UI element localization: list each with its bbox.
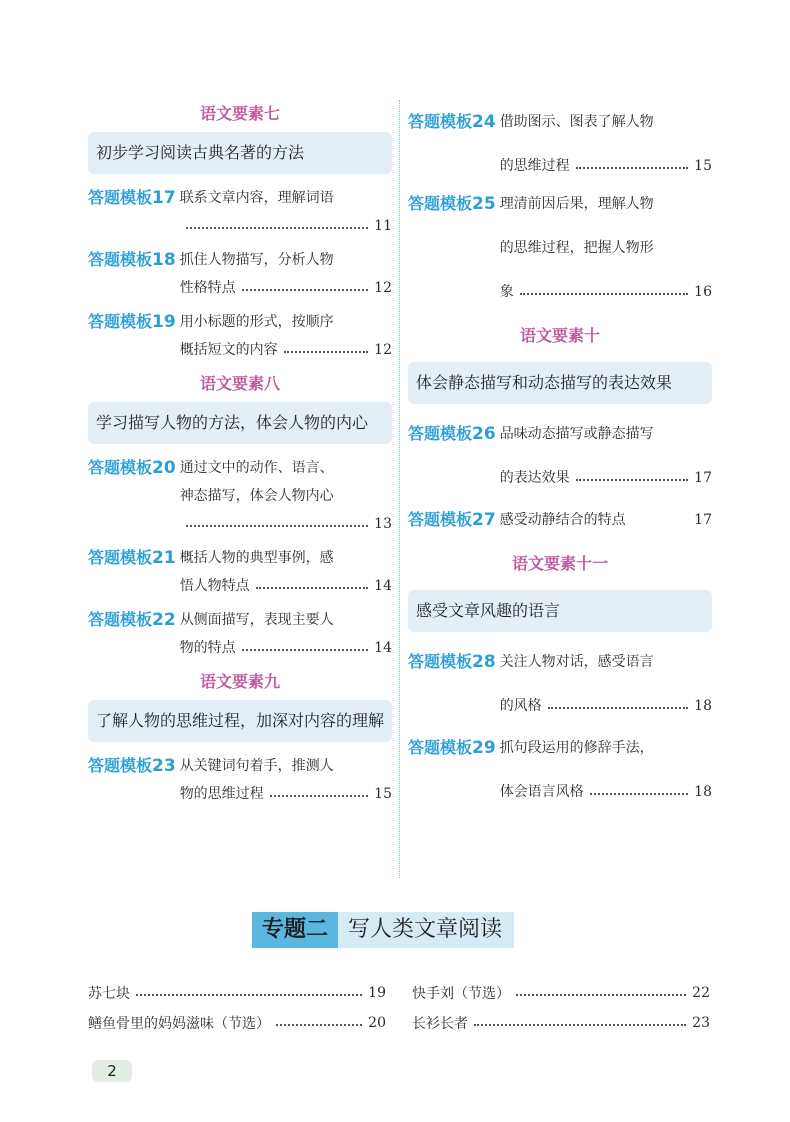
topic-box: 感受文章风趣的语言: [408, 590, 712, 632]
template-tag: 答题模板17: [88, 188, 176, 208]
template-tag: 答题模板29: [408, 738, 496, 758]
leader-dots: [548, 707, 688, 709]
entry-text: 抓句段运用的修辞手法，: [499, 740, 654, 756]
article-title: 长衫长者: [412, 1016, 468, 1032]
article-entry[interactable]: [412, 978, 710, 1008]
leader-dots: [576, 479, 688, 481]
entry-text: 象: [499, 284, 514, 300]
section-title: 语文要素十一: [511, 554, 608, 573]
left-column: [88, 100, 392, 814]
entry-text: 从侧面描写，表现主要人: [179, 612, 334, 628]
topic-box: 了解人物的思维过程，加深对内容的理解: [88, 700, 392, 742]
leader-dots: [520, 293, 688, 295]
page-ref: 16: [694, 284, 712, 300]
template-tag: 答题模板26: [408, 424, 496, 444]
page-ref: 18: [694, 784, 712, 800]
page-ref: 12: [374, 342, 392, 358]
page-ref: 12: [374, 280, 392, 296]
template-tag: 答题模板21: [88, 548, 176, 568]
entry-text: 体会语言风格: [499, 784, 584, 800]
entry-text: 物的思维过程: [179, 786, 264, 802]
entry-text: 神态描写，体会人物内心: [179, 488, 334, 504]
page-ref: 20: [368, 1015, 386, 1031]
template-tag: 答题模板28: [408, 652, 496, 672]
template-tag: 答题模板22: [88, 610, 176, 630]
page-ref: 19: [368, 985, 386, 1001]
entry-text: 的风格: [499, 698, 542, 714]
leader-dots: [136, 994, 362, 996]
toc-entry[interactable]: [408, 420, 712, 492]
entry-text: 的表达效果: [499, 470, 570, 486]
leader-dots: [516, 994, 686, 996]
page-ref: 15: [374, 786, 392, 802]
leader-dots: [474, 1024, 686, 1026]
entry-text: 关注人物对话，感受语言: [499, 654, 654, 670]
toc-entry[interactable]: [88, 454, 392, 538]
section-title: 语文要素七: [199, 104, 280, 123]
page-ref: 15: [694, 158, 712, 174]
entry-text: 通过文中的动作、语言、: [179, 460, 334, 476]
toc-entry[interactable]: [88, 544, 392, 600]
toc-entry[interactable]: [408, 190, 712, 306]
topic-box: 体会静态描写和动态描写的表达效果: [408, 362, 712, 404]
template-tag: 答题模板20: [88, 458, 176, 478]
entry-text: 悟人物特点: [179, 578, 250, 594]
bottom-left-list: [88, 978, 386, 1038]
entry-text: 抓住人物描写，分析人物: [179, 252, 334, 268]
template-tag: 答题模板23: [88, 756, 176, 776]
article-entry[interactable]: [88, 978, 386, 1008]
entry-text: 从关键词句着手，推测人: [179, 758, 334, 774]
toc-entry[interactable]: [408, 734, 712, 806]
topic-box: 初步学习阅读古典名著的方法: [88, 132, 392, 174]
leader-dots: [186, 525, 368, 527]
template-tag: 答题模板25: [408, 194, 496, 214]
column-divider: [399, 100, 400, 878]
entry-text: 概括人物的典型事例，感: [179, 550, 334, 566]
entry-text: 理清前因后果，理解人物: [499, 196, 654, 212]
leader-dots: [590, 793, 688, 795]
toc-entry[interactable]: [88, 246, 392, 302]
leader-dots: [242, 649, 368, 651]
toc-entry[interactable]: [408, 108, 712, 180]
page-number: 2: [92, 1060, 132, 1082]
page-ref: 14: [374, 640, 392, 656]
template-tag: 答题模板19: [88, 312, 176, 332]
entry-text: 的思维过程，把握人物形: [499, 240, 654, 256]
toc-entry[interactable]: [88, 752, 392, 808]
section-title: 语文要素九: [199, 672, 280, 691]
leader-dots: [284, 351, 368, 353]
article-title: 鳝鱼骨里的妈妈滋味（节选）: [88, 1016, 270, 1032]
article-title: 苏七块: [88, 986, 130, 1002]
page-ref: 17: [694, 470, 712, 486]
entry-text: 品味动态描写或静态描写: [499, 426, 654, 442]
leader-dots: [256, 587, 368, 589]
topic-banner: [252, 912, 514, 948]
right-column: [408, 108, 712, 812]
article-entry[interactable]: [88, 1008, 386, 1038]
entry-text: 概括短文的内容: [179, 342, 278, 358]
leader-dots: [186, 227, 368, 229]
toc-entry[interactable]: [88, 184, 392, 240]
toc-entry[interactable]: [408, 648, 712, 720]
template-tag: 答题模板24: [408, 112, 496, 132]
section-title: 语文要素十: [519, 326, 600, 345]
toc-entry[interactable]: [408, 506, 712, 534]
article-title: 快手刘（节选）: [412, 986, 510, 1002]
leader-dots: [270, 795, 368, 797]
entry-text: 用小标题的形式，按顺序: [179, 314, 334, 330]
page-ref: 13: [374, 516, 392, 532]
bottom-right-list: [412, 978, 710, 1038]
toc-entry[interactable]: [88, 606, 392, 662]
banner-title: 写人类文章阅读: [338, 912, 514, 948]
entry-text: 物的特点: [179, 640, 236, 656]
topic-box: 学习描写人物的方法，体会人物的内心: [88, 402, 392, 444]
entry-text: 感受动静结合的特点: [499, 512, 626, 528]
entry-text: 性格特点: [179, 280, 236, 296]
page-ref: 14: [374, 578, 392, 594]
page-ref: 23: [692, 1015, 710, 1031]
article-entry[interactable]: [412, 1008, 710, 1038]
leader-dots: [576, 167, 688, 169]
entry-text: 借助图示、图表了解人物: [499, 114, 654, 130]
toc-entry[interactable]: [88, 308, 392, 364]
page-ref: 18: [694, 698, 712, 714]
page-ref: 22: [692, 985, 710, 1001]
banner-label: 专题二: [252, 912, 338, 948]
entry-text: 联系文章内容，理解词语: [179, 190, 334, 206]
leader-dots: [276, 1024, 362, 1026]
page-ref: 17: [694, 512, 712, 528]
page-ref: 11: [374, 218, 392, 234]
leader-dots: [242, 289, 368, 291]
section-title: 语文要素八: [199, 374, 280, 393]
entry-text: 的思维过程: [499, 158, 570, 174]
template-tag: 答题模板27: [408, 510, 496, 530]
template-tag: 答题模板18: [88, 250, 176, 270]
